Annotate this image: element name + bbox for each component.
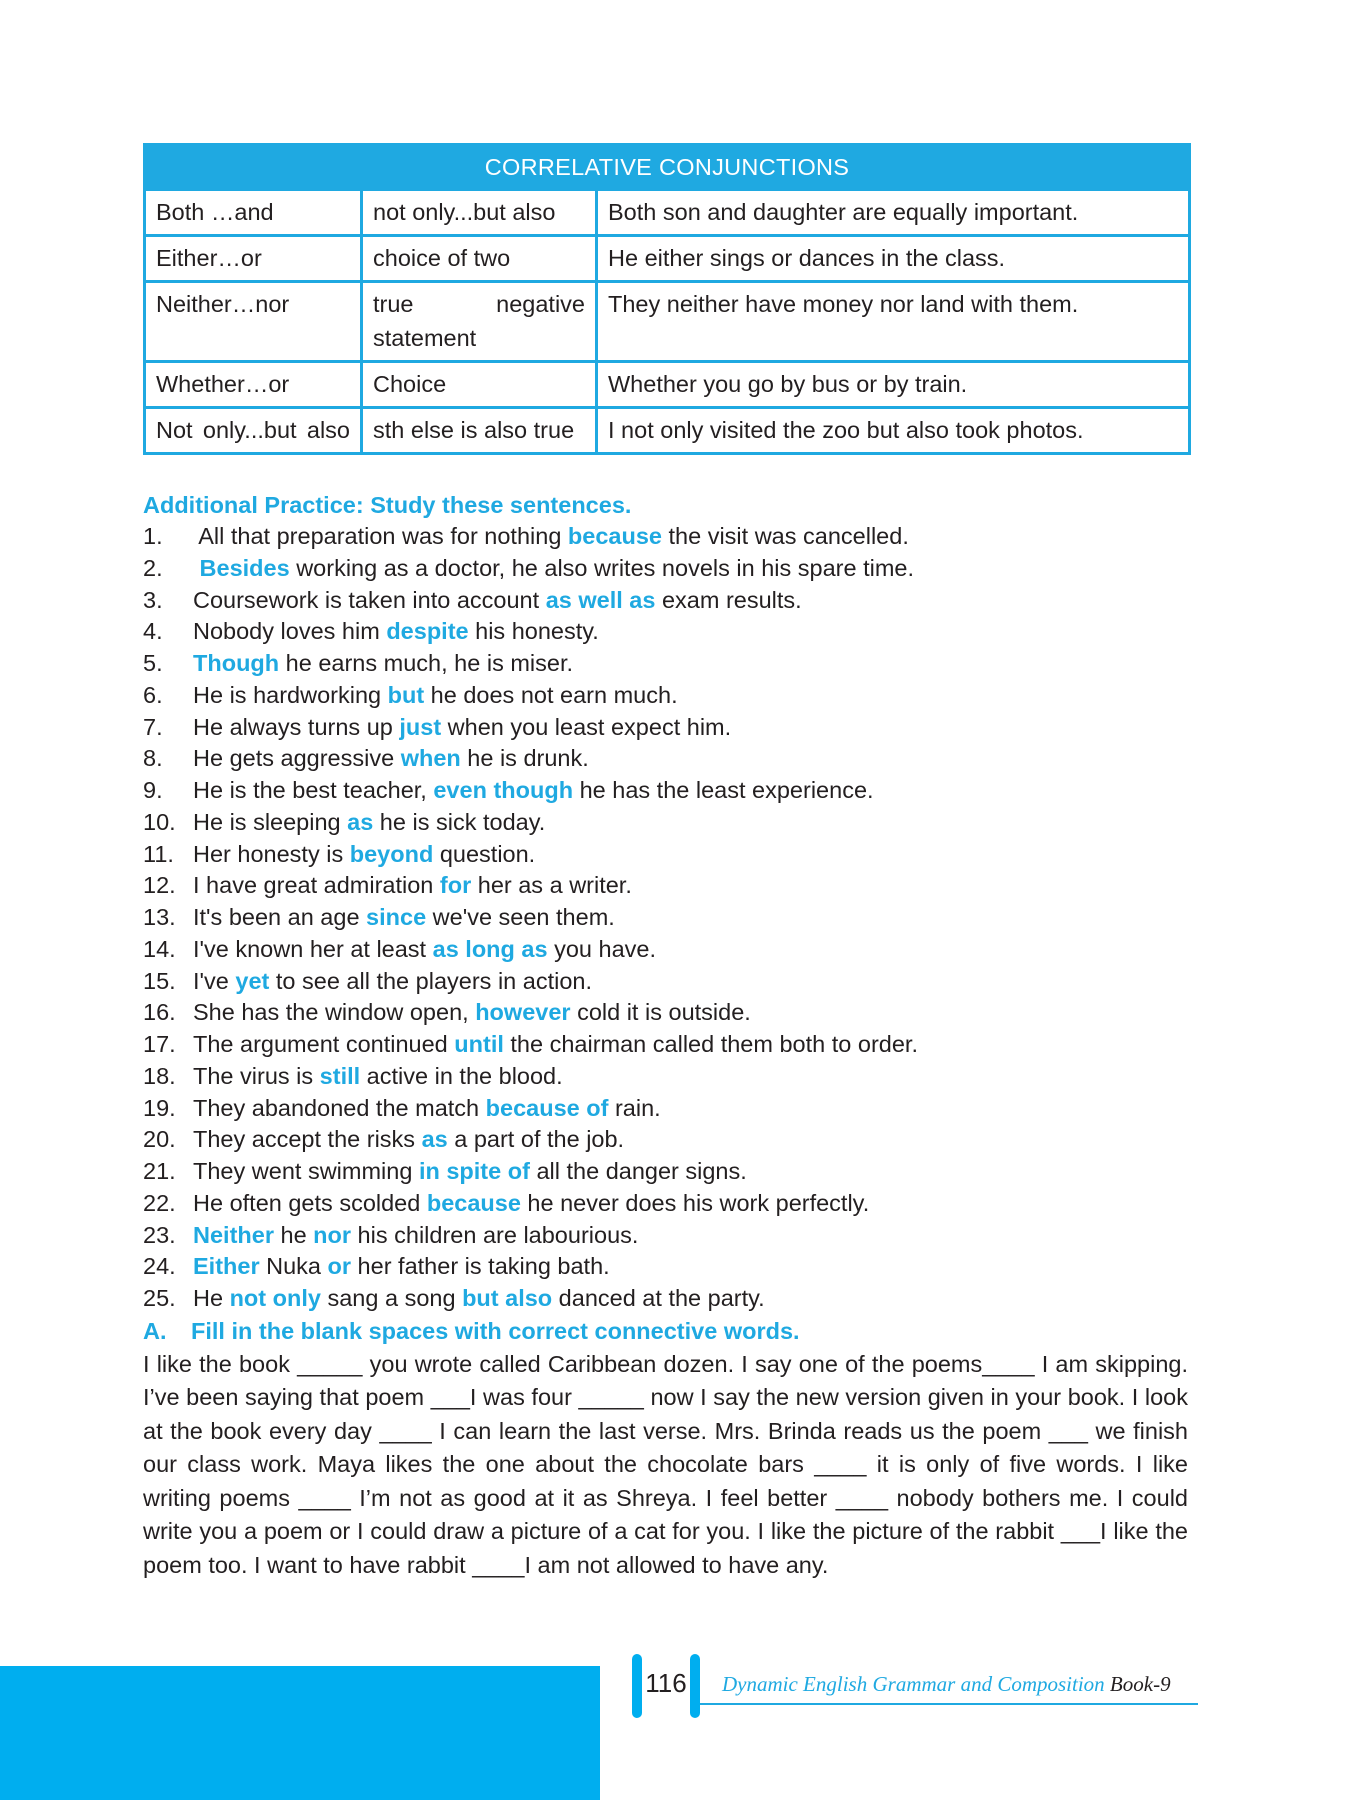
sentence-text: The argument continued xyxy=(193,1031,455,1057)
table-cell: Neither…nor xyxy=(145,282,362,362)
connective-word: Besides xyxy=(199,554,290,581)
practice-sentence xyxy=(143,648,1188,680)
practice-sentence xyxy=(143,870,1188,902)
sentence-text: he xyxy=(273,1221,314,1248)
practice-sentence xyxy=(143,585,1188,617)
table-row xyxy=(145,236,1190,282)
footer-color-bar xyxy=(0,1666,600,1800)
sentence-text: He always turns up xyxy=(193,713,400,740)
sentence-number: 22. xyxy=(143,1189,176,1216)
sentence-number: 25. xyxy=(143,1285,176,1311)
table-cell: I not only visited the zoo but also took photos. xyxy=(597,408,1190,454)
sentence-text: he never does his work perfectly. xyxy=(520,1189,870,1216)
sentence-text: a part of the job. xyxy=(447,1126,625,1153)
practice-sentence xyxy=(143,1156,1188,1188)
sentence-text: He often gets scolded xyxy=(193,1189,427,1216)
sentence-number: 11. xyxy=(143,840,174,867)
connective-word: but also xyxy=(462,1285,553,1311)
sentence-number: 7. xyxy=(143,713,163,740)
table-cell: He either sings or dances in the class. xyxy=(597,236,1190,282)
sentence-number: 9. xyxy=(143,777,163,803)
sentence-text: He is the best teacher, xyxy=(193,777,434,803)
table-cell: Both …and xyxy=(145,190,362,236)
sentence-number: 15. xyxy=(143,967,176,994)
practice-sentence xyxy=(143,934,1188,966)
sentence-number: 21. xyxy=(143,1158,176,1184)
sentence-number: 8. xyxy=(143,745,163,772)
connective-word: despite xyxy=(386,618,469,645)
sentence-number: 20. xyxy=(143,1126,176,1153)
connective-word: Neither xyxy=(193,1221,274,1248)
sentence-text: rain. xyxy=(608,1094,661,1121)
connective-word: however xyxy=(475,999,571,1026)
sentence-text: He is hardworking xyxy=(193,681,388,708)
practice-heading: Additional Practice: Study these sentences. xyxy=(143,492,632,518)
practice-sentence xyxy=(143,1188,1188,1220)
footer-book-title xyxy=(722,1672,1171,1697)
sentence-number: 17. xyxy=(143,1031,176,1057)
sentence-number: 12. xyxy=(143,872,176,899)
table-cell: sth else is also true xyxy=(362,408,597,454)
sentence-text: his honesty. xyxy=(468,618,599,645)
practice-sentence xyxy=(143,616,1188,648)
connective-word: yet xyxy=(235,967,270,994)
sentence-number: 24. xyxy=(143,1253,176,1280)
sentence-number: 10. xyxy=(143,808,176,835)
connective-word: just xyxy=(399,713,442,740)
sentence-text: when you least expect him. xyxy=(441,713,732,740)
connective-word: or xyxy=(327,1253,352,1280)
practice-sentence xyxy=(143,743,1188,775)
sentence-text: he is drunk. xyxy=(460,745,589,772)
connective-word: in spite of xyxy=(418,1158,530,1184)
sentence-text: you have. xyxy=(547,935,656,962)
connective-word: because xyxy=(426,1189,521,1216)
right-bracket-decoration xyxy=(690,1654,700,1718)
sentence-text: exam results. xyxy=(655,586,802,613)
page-content xyxy=(143,143,1188,1606)
sentence-text: her father is taking bath. xyxy=(351,1253,610,1280)
sentence-text: he is sick today. xyxy=(373,808,546,835)
connective-word: until xyxy=(454,1031,504,1057)
exercise-letter: A. xyxy=(143,1317,167,1344)
sentence-text: question. xyxy=(433,840,536,867)
sentence-text: I've xyxy=(193,967,236,994)
sentence-number: 16. xyxy=(143,999,176,1026)
practice-sentence xyxy=(143,839,1188,871)
connective-word: still xyxy=(319,1062,361,1089)
practice-sentence xyxy=(143,807,1188,839)
sentence-text: her as a writer. xyxy=(471,872,632,899)
sentence-number: 1. xyxy=(143,523,163,549)
table-cell: They neither have money nor land with them. xyxy=(597,282,1190,362)
connective-word: Either xyxy=(193,1253,260,1280)
table-row xyxy=(145,190,1190,236)
sentence-text: All that preparation was for nothing xyxy=(193,523,568,549)
page-number: 116 xyxy=(645,1668,687,1698)
sentence-text: Coursework is taken into account xyxy=(193,586,546,613)
table-cell: Whether you go by bus or by train. xyxy=(597,362,1190,408)
sentence-text: the visit was cancelled. xyxy=(661,523,909,549)
page-number-box xyxy=(632,1654,700,1718)
sentence-text: I have great admiration xyxy=(193,872,440,899)
practice-sentence xyxy=(143,680,1188,712)
table-cell: Both son and daughter are equally important. xyxy=(597,190,1190,236)
sentence-text: all the danger signs. xyxy=(529,1158,747,1184)
table-cell: Either…or xyxy=(145,236,362,282)
sentence-number: 14. xyxy=(143,935,176,962)
practice-sentence xyxy=(143,553,1188,585)
sentence-text: Her honesty is xyxy=(193,840,350,867)
practice-sentence xyxy=(143,1283,1188,1315)
sentence-text: to see all the players in action. xyxy=(269,967,592,994)
sentence-number: 2. xyxy=(143,554,163,581)
practice-sentence xyxy=(143,1124,1188,1156)
table-cell: Not only...but also xyxy=(145,408,362,454)
sentence-text: I've known her at least xyxy=(193,935,433,962)
practice-sentence xyxy=(143,712,1188,744)
table-cell: true negative statement xyxy=(362,282,597,362)
sentence-text: active in the blood. xyxy=(360,1062,563,1089)
sentence-text: They accept the risks xyxy=(193,1126,422,1153)
practice-sentence-list xyxy=(143,521,1188,1315)
connective-word: as well as xyxy=(545,586,656,613)
practice-sentence xyxy=(143,1251,1188,1283)
sentence-text: Nobody loves him xyxy=(193,618,387,645)
table-cell: choice of two xyxy=(362,236,597,282)
sentence-number: 19. xyxy=(143,1094,176,1121)
exercise-heading xyxy=(143,1315,1188,1348)
sentence-text: he does not earn much. xyxy=(424,681,678,708)
sentence-text: sang a song xyxy=(320,1285,463,1311)
practice-sentence xyxy=(143,997,1188,1029)
sentence-text: They went swimming xyxy=(193,1158,419,1184)
connective-word: because of xyxy=(485,1094,609,1121)
book-title: Dynamic English Grammar and Composition xyxy=(722,1672,1105,1696)
sentence-text: The virus is xyxy=(193,1062,320,1089)
sentence-number: 3. xyxy=(143,586,163,613)
correlative-conjunctions-table xyxy=(143,143,1191,455)
sentence-text: He is sleeping xyxy=(193,808,348,835)
sentence-text: He gets aggressive xyxy=(193,745,401,772)
sentence-text: He xyxy=(193,1285,230,1311)
practice-sentence xyxy=(143,521,1188,553)
exercise-title: Fill in the blank spaces with correct connective words. xyxy=(191,1317,800,1344)
connective-word: nor xyxy=(313,1221,352,1248)
practice-sentence xyxy=(143,966,1188,998)
sentence-number: 5. xyxy=(143,650,163,676)
table-cell: not only...but also xyxy=(362,190,597,236)
sentence-number: 18. xyxy=(143,1062,176,1089)
connective-word: as xyxy=(347,808,374,835)
table-row xyxy=(145,362,1190,408)
connective-word: but xyxy=(387,681,425,708)
practice-sentence xyxy=(143,1029,1188,1061)
connective-word: even though xyxy=(433,777,574,803)
practice-sentence xyxy=(143,775,1188,807)
sentence-text: he earns much, he is miser. xyxy=(279,650,574,676)
sentence-text: the chairman called them both to order. xyxy=(503,1031,918,1057)
connective-word: when xyxy=(400,745,461,772)
left-bracket-decoration xyxy=(632,1654,642,1718)
table-cell: Whether…or xyxy=(145,362,362,408)
exercise-paragraph: I like the book _____ you wrote called Caribbean dozen. I say one of the poems____ I am skipping. I’ve been saying that poem ___I was four _____ now I say the new version given in your book. I look at the book every day ____ I can learn the last verse. Mrs. Brinda reads us the poem ___ we finish our class work. Maya likes the one about the chocolate bars ____ it is only of five words. I like writing poems ____ I’m not as good at it as Shreya. I feel better ____ nobody bothers me. I could write you a poem or I could draw a picture of a cat for you. I like the picture of the rabbit ___I like the poem too. I want to have rabbit ____I am not allowed to have any. xyxy=(143,1350,1188,1578)
sentence-number: 4. xyxy=(143,618,163,645)
table-row xyxy=(145,408,1190,454)
connective-word: beyond xyxy=(349,840,434,867)
sentence-number: 6. xyxy=(143,681,163,708)
sentence-text: She has the window open, xyxy=(193,999,476,1026)
book-number: Book-9 xyxy=(1104,1672,1171,1696)
sentence-text: his children are labourious. xyxy=(351,1221,639,1248)
practice-sentence xyxy=(143,1061,1188,1093)
footer-rule xyxy=(700,1703,1198,1705)
connective-word: since xyxy=(366,904,427,930)
connective-word: Though xyxy=(193,650,280,676)
connective-word: because xyxy=(567,523,662,549)
connective-word: as long as xyxy=(432,935,548,962)
practice-sentence xyxy=(143,1093,1188,1125)
connective-word: for xyxy=(439,872,472,899)
connective-word: not only xyxy=(229,1285,321,1311)
practice-sentence xyxy=(143,1220,1188,1252)
sentence-text: danced at the party. xyxy=(552,1285,765,1311)
table-title: CORRELATIVE CONJUNCTIONS xyxy=(145,145,1190,190)
table-row xyxy=(145,282,1190,362)
sentence-number: 13. xyxy=(143,904,176,930)
sentence-text: Nuka xyxy=(259,1253,328,1280)
table-cell: Choice xyxy=(362,362,597,408)
sentence-text: They abandoned the match xyxy=(193,1094,486,1121)
sentence-text: cold it is outside. xyxy=(570,999,751,1026)
connective-word: as xyxy=(421,1126,448,1153)
practice-sentence xyxy=(143,902,1188,934)
sentence-text: It's been an age xyxy=(193,904,367,930)
sentence-text: he has the least experience. xyxy=(573,777,874,803)
sentence-text: working as a doctor, he also writes novels in his spare time. xyxy=(289,554,915,581)
sentence-text: we've seen them. xyxy=(426,904,615,930)
sentence-number: 23. xyxy=(143,1221,176,1248)
